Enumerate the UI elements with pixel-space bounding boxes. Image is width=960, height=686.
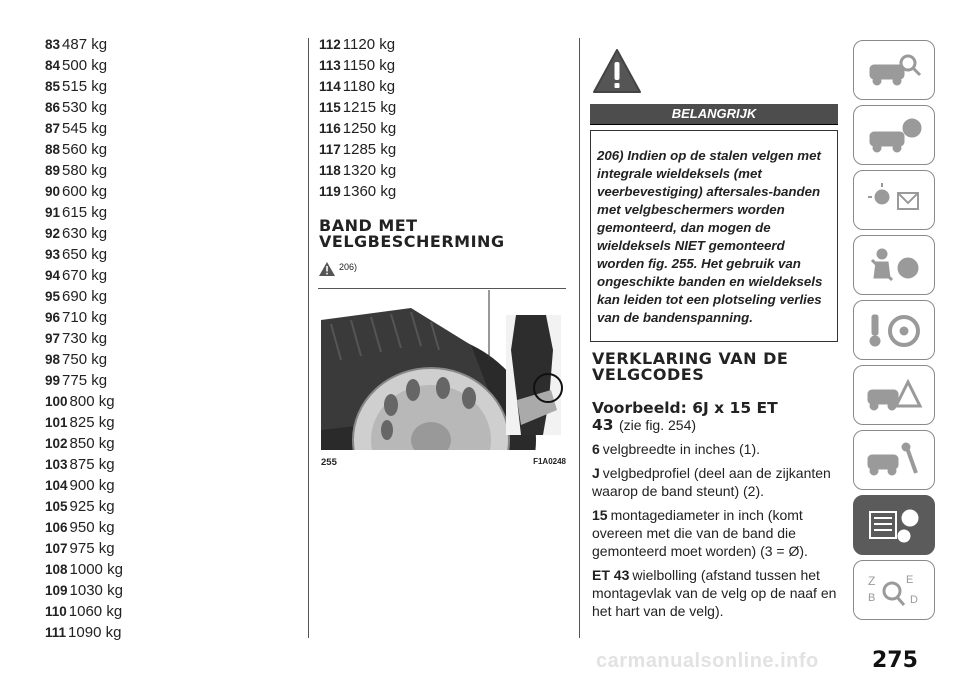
load-index-weight: 1090 kg — [68, 624, 122, 641]
load-index-row — [45, 160, 123, 181]
svg-text:B: B — [868, 592, 876, 604]
load-index-row — [45, 202, 123, 223]
load-index-number: 105 — [45, 499, 68, 514]
car-search-icon — [864, 51, 924, 89]
load-index-row — [45, 517, 123, 538]
technical-data-icon — [864, 506, 924, 544]
figure-code: F1A0248 — [533, 457, 566, 466]
figure-number: 255 — [321, 457, 337, 468]
load-index-number: 99 — [45, 373, 61, 388]
load-index-row — [45, 307, 123, 328]
definition-item — [592, 566, 837, 620]
load-index-row — [45, 349, 123, 370]
load-index-row — [45, 580, 123, 601]
load-index-row — [45, 412, 123, 433]
steering-wheel-key-icon — [864, 311, 924, 349]
load-index-row — [45, 370, 123, 391]
load-index-number: 95 — [45, 289, 61, 304]
load-index-weight: 487 kg — [62, 36, 108, 53]
load-index-weight: 500 kg — [62, 57, 108, 74]
index-search-icon — [864, 571, 924, 609]
example-title — [592, 400, 837, 434]
load-index-row — [319, 76, 505, 97]
figure-wheel-rim-protector — [321, 290, 566, 450]
car-info-icon — [864, 116, 924, 154]
load-index-weight: 750 kg — [62, 351, 108, 368]
chapter-tab-4[interactable] — [853, 235, 935, 295]
figure-caption — [321, 457, 566, 468]
load-index-number: 98 — [45, 352, 61, 367]
load-index-row — [45, 601, 123, 622]
load-index-number: 110 — [45, 604, 67, 619]
load-index-row — [319, 160, 505, 181]
load-index-number: 89 — [45, 163, 61, 178]
load-index-weight: 1150 kg — [342, 57, 396, 74]
load-index-number: 90 — [45, 184, 61, 199]
column-divider — [308, 38, 309, 638]
load-index-row — [45, 55, 123, 76]
breakdown-triangle-icon — [864, 376, 924, 414]
chapter-tab-8[interactable] — [853, 495, 935, 555]
load-index-row — [45, 559, 123, 580]
load-index-number: 100 — [45, 394, 68, 409]
load-index-row — [319, 118, 505, 139]
load-index-number: 107 — [45, 541, 68, 556]
definition-item — [592, 440, 837, 458]
column-divider-right — [579, 38, 580, 638]
load-index-weight: 545 kg — [62, 120, 108, 137]
load-index-row — [319, 97, 505, 118]
load-index-number: 102 — [45, 436, 68, 451]
middle-column — [319, 34, 505, 276]
note-text: Indien op de stalen velgen met integrale wieldeksels (met veerbevestiging) aftersales-banden met velgbeschermers worden gemonteerd, dan mogen de wieldeksels NIET gemonteerd worden fig. 255. Het gebruik van ongeschikte banden en wieldeksels kan leiden tot een plotseling verlies van de bandenspanning. — [597, 148, 823, 325]
load-index-weight: 710 kg — [62, 309, 108, 326]
section-title-line1: BAND MET — [319, 216, 418, 235]
load-index-number: 87 — [45, 121, 61, 136]
section-title — [319, 218, 505, 250]
example-title-line2: 43 — [592, 416, 614, 434]
load-index-number: 103 — [45, 457, 68, 472]
load-index-weight: 825 kg — [69, 414, 115, 431]
load-index-list-left — [45, 34, 123, 643]
load-index-number: 86 — [45, 100, 61, 115]
load-index-number: 91 — [45, 205, 61, 220]
load-index-row — [45, 139, 123, 160]
definition-text: velgbedprofiel (deel aan de zijkanten waarop de band steunt) (2). — [592, 465, 831, 499]
load-index-weight: 1360 kg — [342, 183, 397, 200]
load-index-weight: 925 kg — [69, 498, 115, 515]
load-index-row — [45, 223, 123, 244]
definition-key: ET 43 — [592, 567, 630, 583]
load-index-number: 96 — [45, 310, 61, 325]
load-index-row — [45, 433, 123, 454]
load-index-number: 93 — [45, 247, 61, 262]
load-index-number: 83 — [45, 37, 61, 52]
load-index-weight: 615 kg — [62, 204, 108, 221]
car-service-icon — [864, 441, 924, 479]
important-note — [597, 147, 829, 327]
load-index-row — [45, 391, 123, 412]
load-index-weight: 1285 kg — [342, 141, 397, 158]
load-index-weight: 730 kg — [62, 330, 108, 347]
load-index-row — [319, 181, 505, 202]
load-index-weight: 850 kg — [69, 435, 115, 452]
warning-triangle-icon — [592, 48, 642, 94]
section-title-line1: VERKLARING VAN DE — [592, 349, 789, 368]
load-index-weight: 800 kg — [69, 393, 115, 410]
load-index-number: 84 — [45, 58, 61, 73]
load-index-list-middle — [319, 34, 505, 202]
load-index-weight: 1000 kg — [69, 561, 123, 578]
load-index-weight: 975 kg — [69, 540, 115, 557]
load-index-weight: 1180 kg — [342, 78, 396, 95]
load-index-row — [45, 475, 123, 496]
figure-reference: (zie fig. 254) — [618, 417, 697, 433]
page-number: 275 — [872, 648, 918, 673]
load-index-row — [45, 286, 123, 307]
load-index-number: 119 — [319, 184, 341, 199]
load-index-number: 112 — [319, 37, 341, 52]
warning-reference — [319, 262, 505, 276]
chapter-tab-1[interactable] — [853, 40, 935, 100]
load-index-weight: 515 kg — [62, 78, 108, 95]
chapter-sidebar — [853, 40, 939, 625]
definition-key: J — [592, 465, 600, 481]
load-index-weight: 1320 kg — [342, 162, 397, 179]
load-index-row — [45, 181, 123, 202]
load-index-number: 97 — [45, 331, 61, 346]
chapter-tab-3[interactable] — [853, 170, 935, 230]
load-index-number: 114 — [319, 79, 341, 94]
figure-top-rule — [318, 288, 566, 289]
chapter-tab-9[interactable] — [853, 560, 935, 620]
warning-ref-number: 206) — [339, 262, 358, 272]
warning-lights-icon — [864, 181, 924, 219]
load-index-weight: 650 kg — [62, 246, 108, 263]
load-index-weight: 1250 kg — [342, 120, 397, 137]
important-note-box — [590, 130, 838, 342]
definition-key: 6 — [592, 441, 600, 457]
load-index-number: 113 — [319, 58, 341, 73]
section-verklaring-velgcodes — [592, 351, 832, 383]
example-section — [592, 400, 837, 620]
definition-key: 15 — [592, 507, 608, 523]
load-index-row — [45, 454, 123, 475]
load-index-row — [319, 55, 505, 76]
load-index-number: 111 — [45, 625, 67, 640]
seatbelt-airbag-icon — [864, 246, 924, 284]
load-index-number: 101 — [45, 415, 68, 430]
chapter-tab-5[interactable] — [853, 300, 935, 360]
definition-text: velgbreedte in inches (1). — [602, 441, 760, 457]
load-index-weight: 630 kg — [62, 225, 108, 242]
load-index-row — [45, 244, 123, 265]
load-index-row — [45, 622, 123, 643]
load-index-row — [45, 496, 123, 517]
load-index-weight: 1120 kg — [342, 36, 396, 53]
example-title-line1: Voorbeeld: 6J x 15 ET — [592, 399, 778, 417]
definition-text: wielbolling (afstand tussen het montagevlak van de velg op de naaf en het hart van de velg). — [592, 567, 837, 619]
section-title-line2: VELGCODES — [592, 365, 705, 384]
svg-text:Z: Z — [868, 574, 876, 588]
load-index-number: 109 — [45, 583, 68, 598]
load-index-number: 88 — [45, 142, 61, 157]
load-index-weight: 560 kg — [62, 141, 108, 158]
wheel-cross-section-illustration — [321, 290, 566, 450]
load-index-weight: 690 kg — [62, 288, 108, 305]
warning-triangle-icon — [319, 262, 335, 276]
load-index-number: 92 — [45, 226, 61, 241]
load-index-weight: 580 kg — [62, 162, 108, 179]
load-index-number: 106 — [45, 520, 68, 535]
load-index-weight: 600 kg — [62, 183, 108, 200]
important-banner: BELANGRIJK — [590, 104, 838, 125]
chapter-tab-7[interactable] — [853, 430, 935, 490]
load-index-number: 115 — [319, 100, 341, 115]
left-column — [45, 34, 123, 643]
section-band-met-velgbescherming — [319, 218, 505, 276]
load-index-weight: 900 kg — [69, 477, 115, 494]
load-index-weight: 775 kg — [62, 372, 108, 389]
load-index-row — [319, 34, 505, 55]
load-index-row — [45, 97, 123, 118]
definition-item — [592, 506, 837, 560]
load-index-number: 85 — [45, 79, 61, 94]
load-index-row — [319, 139, 505, 160]
svg-text:E: E — [906, 574, 914, 586]
load-index-weight: 875 kg — [69, 456, 115, 473]
section-title-line2: VELGBESCHERMING — [319, 232, 505, 251]
load-index-number: 94 — [45, 268, 61, 283]
load-index-row — [45, 328, 123, 349]
load-index-row — [45, 76, 123, 97]
definition-item — [592, 464, 837, 500]
chapter-tab-2[interactable] — [853, 105, 935, 165]
load-index-row — [45, 118, 123, 139]
section-title — [592, 351, 832, 383]
load-index-number: 104 — [45, 478, 68, 493]
load-index-number: 118 — [319, 163, 341, 178]
load-index-weight: 1215 kg — [342, 99, 397, 116]
load-index-weight: 530 kg — [62, 99, 108, 116]
watermark: carmanualsonline.info — [596, 650, 819, 672]
load-index-weight: 670 kg — [62, 267, 108, 284]
load-index-weight: 1030 kg — [69, 582, 123, 599]
load-index-number: 117 — [319, 142, 341, 157]
load-index-weight: 1060 kg — [68, 603, 123, 620]
note-ref-number: 206) — [597, 148, 624, 163]
load-index-number: 108 — [45, 562, 68, 577]
load-index-weight: 950 kg — [69, 519, 115, 536]
load-index-number: 116 — [319, 121, 341, 136]
definition-list — [592, 440, 837, 620]
definition-text: montagediameter in inch (komt overeen met die van de band die gemonteerd moet worden) (3 = Ø). — [592, 507, 808, 559]
chapter-tab-6[interactable] — [853, 365, 935, 425]
load-index-row — [45, 34, 123, 55]
load-index-row — [45, 538, 123, 559]
load-index-row — [45, 265, 123, 286]
svg-text:D: D — [910, 594, 918, 606]
